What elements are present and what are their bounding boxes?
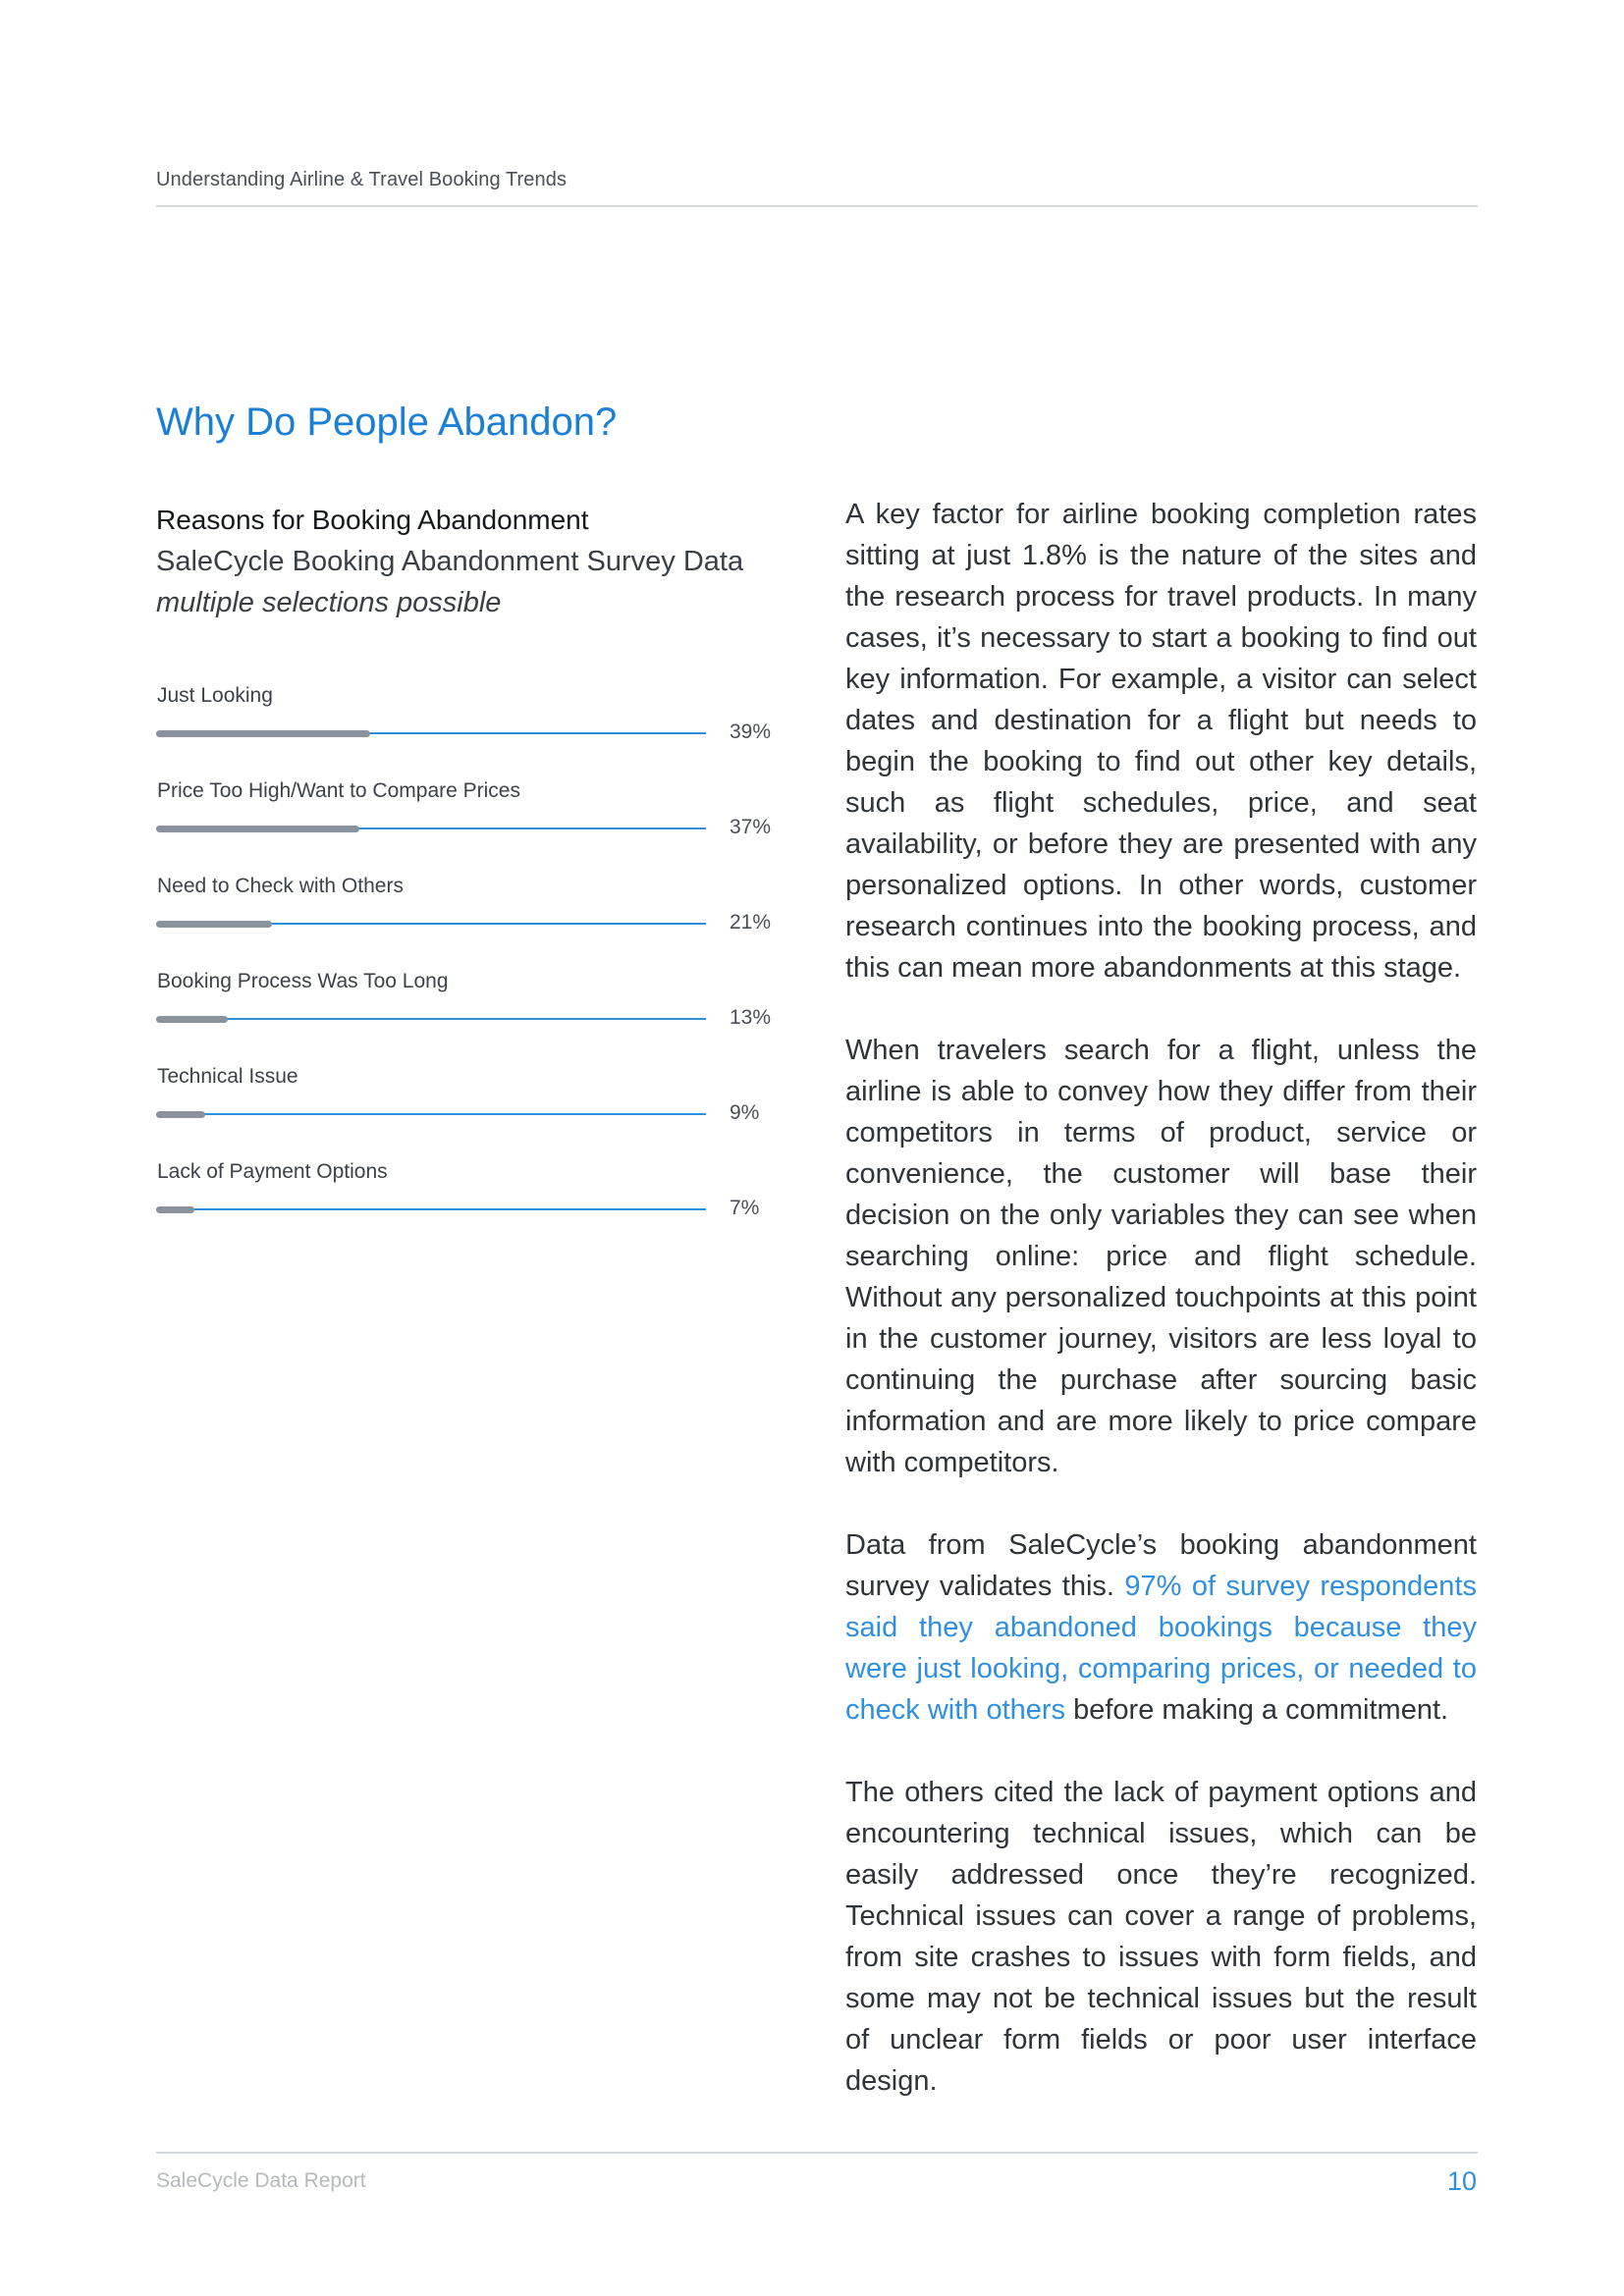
bar-fill <box>156 1206 194 1213</box>
chart-bar-row <box>156 963 804 1058</box>
chart-bar-row <box>156 677 804 773</box>
bar-label: Technical Issue <box>157 1065 298 1088</box>
bar-fill <box>156 1111 205 1118</box>
paragraph-3-end: before making a commitment. <box>1065 1694 1449 1726</box>
paragraph-1: A key factor for airline booking completion rates sitting at just 1.8% is the nature of the sites and the research process for travel products. In many cases, it’s necessary to start a booking to find out key information. For example, a visitor can select dates and destination for a flight but needs to begin the booking to find out other key details, such as flight schedules, price, and seat availability, or before they are presented with any personalized options. In other words, customer research continues into the booking process, and this can mean more abandonments at this stage. <box>845 499 1477 984</box>
bar-track <box>156 1208 706 1210</box>
bar-label: Need to Check with Others <box>157 875 404 897</box>
chart-bar-row <box>156 1153 804 1249</box>
bar-value-label: 13% <box>730 1006 772 1029</box>
paragraph-3 <box>845 1524 1477 1731</box>
bar-value-label: 21% <box>730 911 772 934</box>
abandonment-bar-chart <box>156 677 804 1249</box>
footer-report-name: SaleCycle Data Report <box>156 2169 366 2192</box>
bar-fill <box>156 826 359 832</box>
paragraph-2: When travelers search for a flight, unless the airline is able to convey how they differ from their competitors in terms of product, service or convenience, the customer will base their decision on the only variables they can see when searching online: price and flight schedule. Without any personalized touchpoints at this point in the customer journey, visitors are less loyal to continuing the purchase after sourcing basic information and are more likely to price compare with competitors. <box>845 1035 1477 1478</box>
body-copy <box>845 494 1477 2143</box>
bar-label: Booking Process Was Too Long <box>157 970 449 992</box>
section-title: Why Do People Abandon? <box>156 400 618 444</box>
bar-track <box>156 1018 706 1020</box>
chart-heading <box>156 500 794 623</box>
paragraph-3-start: Data from SaleCycle’s booking abandonment survey validates this. <box>845 1529 1477 1602</box>
bar-label: Price Too High/Want to Compare Prices <box>157 779 520 802</box>
paragraph-4: The others cited the lack of payment options and encountering technical issues, which can be easily addressed once they’re recognized. Technical issues can cover a range of problems, from site crashes to issues with form fields, and some may not be technical issues but the result of unclear form fields or poor user interface design. <box>845 1777 1477 2097</box>
survey-highlight-text: 97% of survey respondents said they abandoned bookings because they were just looking, comparing prices, or needed to check with others <box>845 1571 1477 1726</box>
chart-bar-row <box>156 868 804 963</box>
chart-note: multiple selections possible <box>156 587 502 618</box>
bar-fill <box>156 1016 228 1023</box>
chart-title: Reasons for Booking Abandonment <box>156 505 589 535</box>
bar-fill <box>156 730 370 737</box>
bar-value-label: 9% <box>730 1101 760 1124</box>
header-divider <box>156 205 1478 207</box>
bar-fill <box>156 921 272 928</box>
chart-subtitle: SaleCycle Booking Abandonment Survey Data <box>156 546 744 577</box>
running-header: Understanding Airline & Travel Booking Trends <box>156 169 568 190</box>
bar-value-label: 37% <box>730 816 772 838</box>
bar-track <box>156 1113 706 1115</box>
bar-label: Just Looking <box>157 684 273 707</box>
chart-bar-row <box>156 1058 804 1153</box>
bar-label: Lack of Payment Options <box>157 1160 388 1183</box>
footer-divider <box>156 2152 1478 2154</box>
bar-value-label: 7% <box>730 1197 760 1219</box>
chart-bar-row <box>156 773 804 868</box>
bar-value-label: 39% <box>730 721 772 743</box>
page-number: 10 <box>1446 2166 1477 2196</box>
